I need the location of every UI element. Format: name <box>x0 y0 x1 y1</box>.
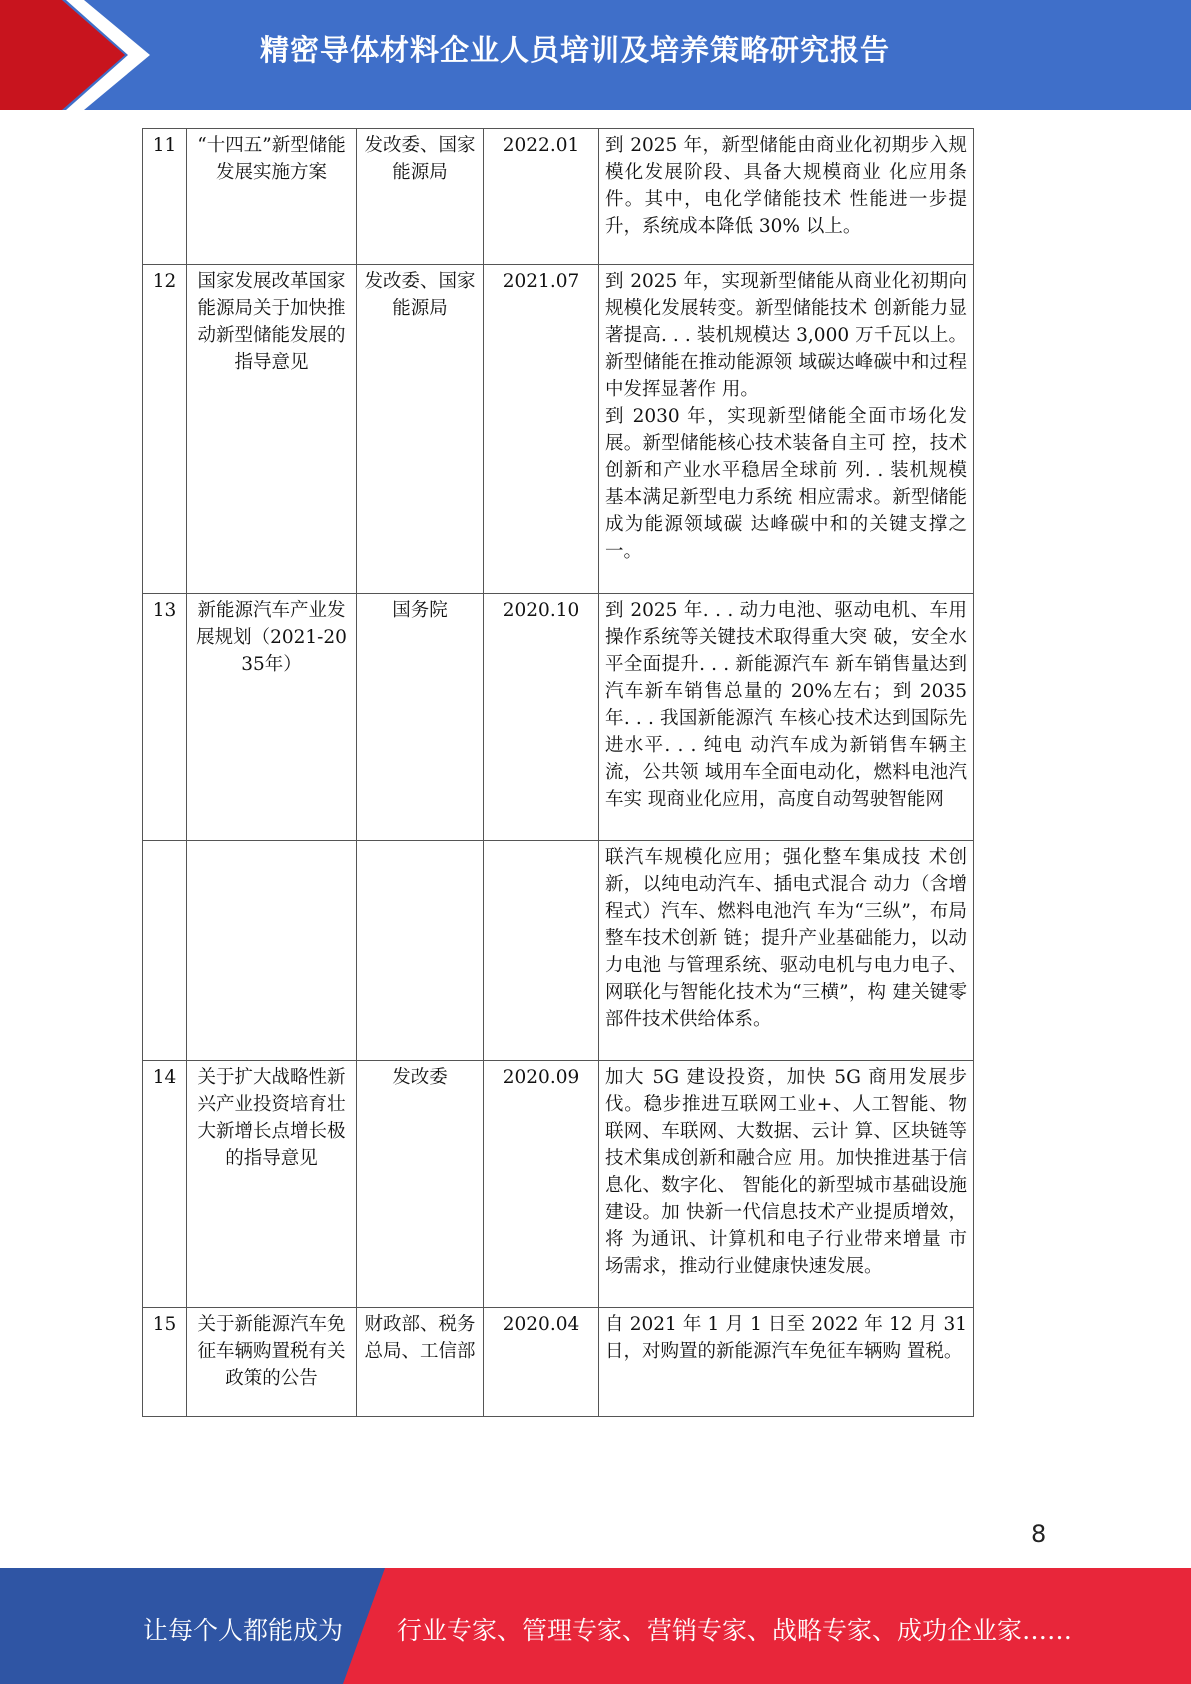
report-title: 精密导体材料企业人员培训及培养策略研究报告 <box>260 33 891 67</box>
row-number <box>143 841 187 1061</box>
page-number: 8 <box>1031 1520 1047 1548</box>
table-row <box>143 594 974 841</box>
policy-table <box>142 128 974 1417</box>
policy-content: 到 2025 年. . . 动力电池、驱动电机、车用操作系统等关键技术取得重大突 破，安全水平全面提升. . . 新能源汽车 新车销售量达到汽车新车销售总量的 20%左右；到 2035 年. . . 我国新能源汽 车核心技术达到国际先进水平. . . 纯电 动汽车成为新销售车辆主流，公共领 域用车全面电动化，燃料电池汽车实 现商业化应用，高度自动驾驶智能网 <box>599 594 974 841</box>
row-number: 12 <box>143 265 187 594</box>
row-number: 13 <box>143 594 187 841</box>
table-row <box>143 129 974 265</box>
issue-date: 2020.10 <box>484 594 599 841</box>
table-row <box>143 1308 974 1417</box>
issuing-department: 发改委、国家能源局 <box>357 265 484 594</box>
table-row <box>143 841 974 1061</box>
issuing-department: 国务院 <box>357 594 484 841</box>
issue-date: 2020.09 <box>484 1061 599 1308</box>
table-row <box>143 265 974 594</box>
issue-date: 2022.01 <box>484 129 599 265</box>
row-number: 15 <box>143 1308 187 1417</box>
policy-content: 联汽车规模化应用；强化整车集成技 术创新，以纯电动汽车、插电式混合 动力（含增程式）汽车、燃料电池汽 车为“三纵”，布局整车技术创新 链；提升产业基础能力，以动力电池 与管理系统、驱动电机与电力电子、 网联化与智能化技术为“三横”，构 建关键零部件技术供给体系。 <box>599 841 974 1061</box>
footer-slogan-right: 行业专家、管理专家、营销专家、战略专家、成功企业家…… <box>397 1616 1073 1645</box>
footer-slogan-left: 让每个人都能成为 <box>143 1616 344 1645</box>
row-number: 11 <box>143 129 187 265</box>
issuing-department: 发改委、国家能源局 <box>357 129 484 265</box>
policy-name: 关于新能源汽车免征车辆购置税有关政策的公告 <box>187 1308 357 1417</box>
issue-date: 2020.04 <box>484 1308 599 1417</box>
policy-name: “十四五”新型储能发展实施方案 <box>187 129 357 265</box>
issuing-department: 财政部、税务总局、工信部 <box>357 1308 484 1417</box>
policy-name: 新能源汽车产业发展规划（2021-2035年） <box>187 594 357 841</box>
issuing-department <box>357 841 484 1061</box>
policy-content: 到 2025 年，实现新型储能从商业化初期向规模化发展转变。新型储能技术 创新能力显著提高. . . 装机规模达 3,000 万千瓦以上。新型储能在推动能源领 域碳达峰碳中和过程中发挥显著作 用。 到 2030 年，实现新型储能全面市场化发展。新型储能核心技术装备自主可 控，技术创新和产业水平稳居全球前 列. . 装机规模基本满足新型电力系统 相应需求。新型储能成为能源领域碳 达峰碳中和的关键支撑之一。 <box>599 265 974 594</box>
row-number: 14 <box>143 1061 187 1308</box>
issue-date: 2021.07 <box>484 265 599 594</box>
policy-content: 自 2021 年 1 月 1 日至 2022 年 12 月 31 日，对购置的新能源汽车免征车辆购 置税。 <box>599 1308 974 1417</box>
issue-date <box>484 841 599 1061</box>
policy-name: 关于扩大战略性新兴产业投资培育壮大新增长点增长极的指导意见 <box>187 1061 357 1308</box>
policy-content: 加大 5G 建设投资，加快 5G 商用发展步伐。稳步推进互联网工业+、人工智能、物联网、车联网、大数据、云计 算、区块链等技术集成创新和融合应 用。加快推进基于信息化、数字化、 智能化的新型城市基础设施建设。加 快新一代信息技术产业提质增效，将 为通讯、计算机和电子行业带来增量 市场需求，推动行业健康快速发展。 <box>599 1061 974 1308</box>
policy-name <box>187 841 357 1061</box>
issuing-department: 发改委 <box>357 1061 484 1308</box>
table-row <box>143 1061 974 1308</box>
page-footer <box>0 1568 1191 1684</box>
policy-name: 国家发展改革国家能源局关于加快推动新型储能发展的指导意见 <box>187 265 357 594</box>
policy-content: 到 2025 年，新型储能由商业化初期步入规模化发展阶段、具备大规模商业 化应用条件。其中，电化学储能技术 性能进一步提升，系统成本降低 30% 以上。 <box>599 129 974 265</box>
page-header <box>0 0 1191 110</box>
